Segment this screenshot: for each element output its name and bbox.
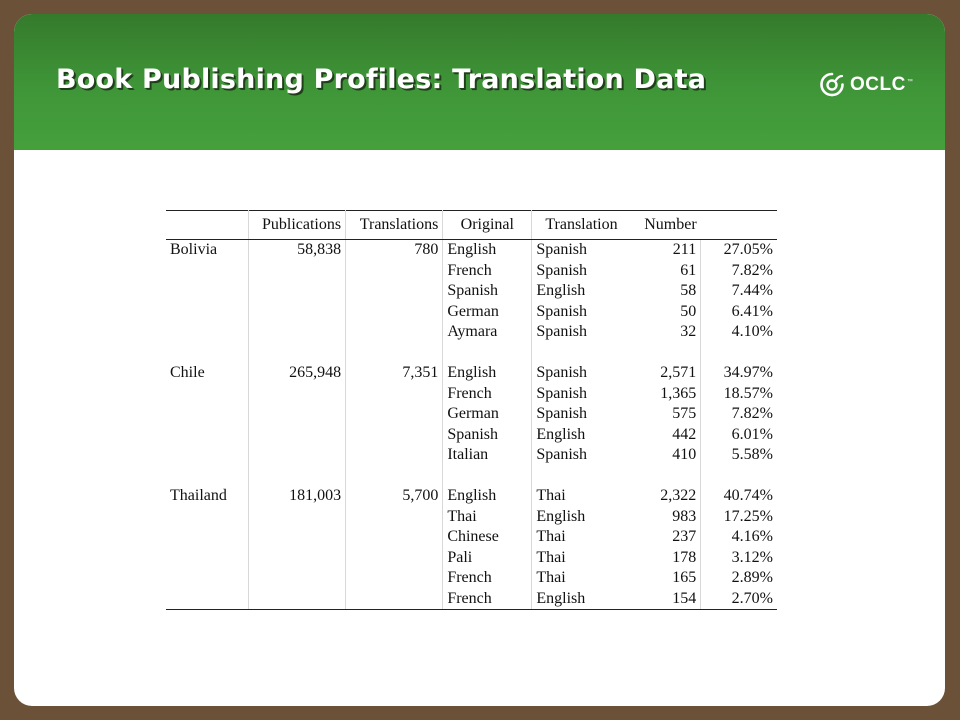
table-row: [166, 568, 777, 589]
original-language-cell: Chinese: [443, 527, 532, 548]
header-number: Number: [631, 211, 701, 240]
table-row: [166, 404, 777, 425]
translations-cell: [346, 445, 443, 466]
publications-cell: [248, 281, 345, 302]
translations-cell: 5,700: [346, 486, 443, 507]
publications-cell: [248, 548, 345, 569]
number-cell: 575: [631, 404, 701, 425]
country-cell: [166, 548, 248, 569]
country-cell: [166, 589, 248, 610]
original-language-cell: Spanish: [443, 281, 532, 302]
translation-language-cell: Spanish: [536, 323, 588, 341]
translations-cell: [346, 507, 443, 528]
table-row: [166, 322, 777, 343]
table-row: [166, 384, 777, 405]
group-spacer-row: [166, 343, 777, 364]
percent-cell: 17.25%: [723, 507, 773, 525]
percent-cell: 27.05%: [723, 241, 773, 259]
publications-cell: 265,948: [248, 363, 345, 384]
percent-cell: 6.41%: [731, 302, 773, 320]
spacer-cell: [631, 466, 701, 487]
percent-cell: 3.12%: [731, 548, 773, 566]
translations-cell: [346, 281, 443, 302]
publications-cell: [248, 261, 345, 282]
percent-cell: 7.44%: [731, 282, 773, 300]
translation-language-cell: English: [532, 589, 631, 610]
percent-cell: 2.89%: [731, 569, 773, 587]
translations-cell: [346, 548, 443, 569]
translation-language-cell: Thai: [536, 569, 566, 587]
original-language-cell: Aymara: [443, 322, 532, 343]
number-cell: 50: [631, 302, 701, 323]
percent-cell: 34.97%: [723, 364, 773, 382]
percent-cell: 40.74%: [723, 487, 773, 505]
number-cell: 442: [631, 425, 701, 446]
percent-cell: 7.82%: [731, 405, 773, 423]
translations-cell: 7,351: [346, 363, 443, 384]
original-language-cell: English: [443, 240, 532, 261]
number-cell: 983: [631, 507, 701, 528]
publications-cell: 181,003: [248, 486, 345, 507]
spacer-cell: [532, 343, 631, 364]
country-cell: [166, 527, 248, 548]
country-cell: [166, 302, 248, 323]
original-language-cell: French: [443, 568, 532, 589]
number-cell: 1,365: [631, 384, 701, 405]
table-row: [166, 445, 777, 466]
percent-cell: 7.82%: [731, 261, 773, 279]
percent-cell: 2.70%: [701, 589, 777, 610]
number-cell: 58: [631, 281, 701, 302]
table-row: [166, 281, 777, 302]
header-bar: [14, 14, 945, 150]
translations-cell: [346, 322, 443, 343]
table-row: [166, 425, 777, 446]
original-language-cell: French: [443, 384, 532, 405]
oclc-logo-icon: [817, 70, 847, 100]
publications-cell: [248, 527, 345, 548]
publications-cell: 58,838: [248, 240, 345, 261]
original-language-cell: German: [443, 302, 532, 323]
spacer-cell: [248, 343, 345, 364]
spacer-cell: [631, 343, 701, 364]
page-title: Book Publishing Profiles: Translation Data: [56, 64, 707, 95]
spacer-cell: [443, 466, 532, 487]
translation-language-cell: Spanish: [536, 446, 588, 464]
translation-language-cell: English: [536, 507, 586, 525]
spacer-cell: [166, 343, 248, 364]
spacer-cell: [701, 343, 777, 364]
country-cell: [166, 507, 248, 528]
original-language-cell: French: [443, 261, 532, 282]
spacer-cell: [443, 343, 532, 364]
percent-cell: 18.57%: [723, 384, 773, 402]
group-spacer-row: [166, 466, 777, 487]
table-row: [166, 527, 777, 548]
table-row: [166, 548, 777, 569]
translation-language-cell: English: [536, 425, 586, 443]
publications-cell: [248, 568, 345, 589]
country-cell: [166, 261, 248, 282]
translations-cell: 780: [346, 240, 443, 261]
header-original: Original: [443, 211, 532, 240]
table-row: [166, 363, 777, 384]
number-cell: 237: [631, 527, 701, 548]
translations-cell: [346, 589, 443, 610]
translations-cell: [346, 527, 443, 548]
translation-language-cell: Spanish: [536, 405, 588, 423]
translations-cell: [346, 302, 443, 323]
header-publications: Publications: [248, 211, 345, 240]
spacer-cell: [346, 466, 443, 487]
country-cell: [166, 445, 248, 466]
translation-language-cell: Spanish: [536, 364, 588, 382]
spacer-cell: [701, 466, 777, 487]
translation-table: [166, 210, 777, 610]
translation-language-cell: Thai: [536, 528, 566, 546]
spacer-cell: [346, 343, 443, 364]
translations-cell: [346, 425, 443, 446]
header-translations: Translations: [346, 211, 443, 240]
translation-language-cell: Thai: [536, 548, 566, 566]
country-cell: Chile: [166, 363, 248, 384]
publications-cell: [248, 322, 345, 343]
original-language-cell: Italian: [443, 445, 532, 466]
country-cell: [166, 322, 248, 343]
table-row: [166, 507, 777, 528]
country-cell: Thailand: [166, 486, 248, 507]
original-language-cell: German: [443, 404, 532, 425]
number-cell: 165: [631, 568, 701, 589]
publications-cell: [248, 445, 345, 466]
number-cell: 410: [631, 445, 701, 466]
translation-language-cell: Spanish: [536, 241, 588, 259]
percent-cell: 4.16%: [731, 528, 773, 546]
table-row: [166, 302, 777, 323]
original-language-cell: Spanish: [443, 425, 532, 446]
country-cell: [166, 281, 248, 302]
spacer-cell: [248, 466, 345, 487]
original-language-cell: English: [443, 363, 532, 384]
original-language-cell: Pali: [443, 548, 532, 569]
logo-text: OCLC™: [850, 74, 914, 95]
spacer-cell: [532, 466, 631, 487]
number-cell: 211: [631, 240, 701, 261]
header-country: [166, 211, 248, 240]
country-cell: Bolivia: [166, 240, 248, 261]
country-cell: [166, 425, 248, 446]
translation-language-cell: Spanish: [536, 384, 588, 402]
slide: [14, 14, 945, 706]
header-translation: Translation: [532, 211, 631, 240]
translation-language-cell: Spanish: [536, 302, 588, 320]
table-row: [166, 589, 777, 610]
publications-cell: [248, 384, 345, 405]
translations-cell: [346, 568, 443, 589]
translations-cell: [346, 404, 443, 425]
number-cell: 2,322: [631, 486, 701, 507]
number-cell: 154: [631, 589, 701, 610]
table-row: [166, 486, 777, 507]
original-language-cell: Thai: [443, 507, 532, 528]
country-cell: [166, 384, 248, 405]
spacer-cell: [166, 466, 248, 487]
table-header-row: [166, 211, 777, 240]
publications-cell: [248, 589, 345, 610]
table-row: [166, 240, 777, 261]
country-cell: [166, 568, 248, 589]
original-language-cell: French: [443, 589, 532, 610]
publications-cell: [248, 507, 345, 528]
percent-cell: 4.10%: [731, 323, 773, 341]
publications-cell: [248, 302, 345, 323]
number-cell: 2,571: [631, 363, 701, 384]
translation-language-cell: Spanish: [536, 261, 588, 279]
oclc-logo: [817, 68, 913, 102]
publications-cell: [248, 425, 345, 446]
translations-cell: [346, 384, 443, 405]
table-row: [166, 261, 777, 282]
original-language-cell: English: [443, 486, 532, 507]
percent-cell: 5.58%: [731, 446, 773, 464]
country-cell: [166, 404, 248, 425]
percent-cell: 6.01%: [731, 425, 773, 443]
translation-language-cell: English: [536, 282, 586, 300]
translations-cell: [346, 261, 443, 282]
number-cell: 32: [631, 322, 701, 343]
publications-cell: [248, 404, 345, 425]
number-cell: 178: [631, 548, 701, 569]
table-body: [166, 240, 777, 610]
translation-language-cell: Thai: [536, 487, 566, 505]
number-cell: 61: [631, 261, 701, 282]
header-percent: [701, 211, 777, 240]
